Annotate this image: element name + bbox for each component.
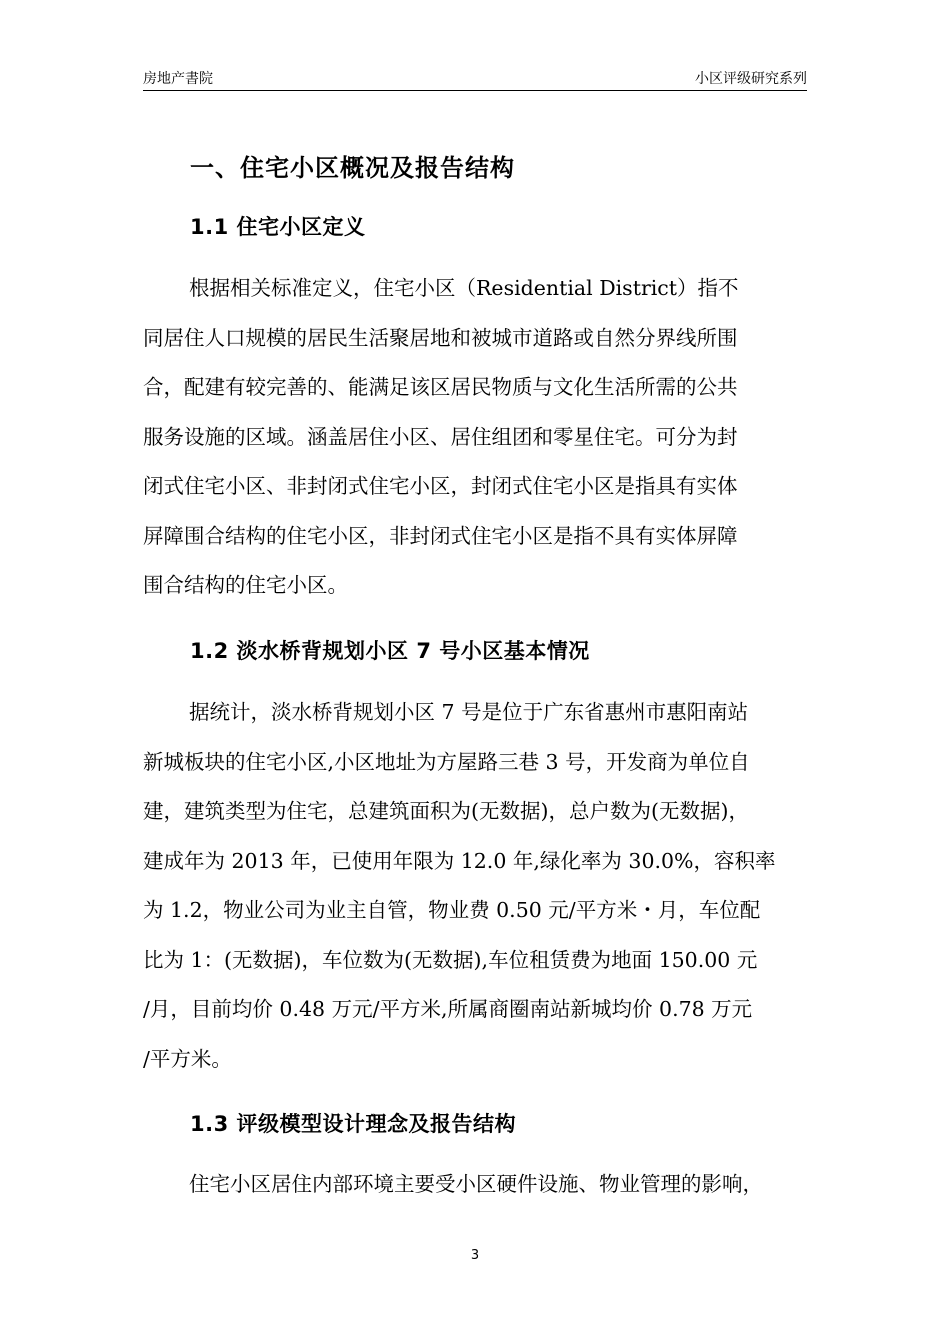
paragraph-line: 闭式住宅小区、非封闭式住宅小区，封闭式住宅小区是指具有实体 [143, 474, 738, 498]
paragraph-1-2 [143, 688, 809, 1084]
paragraph-line: 根据相关标准定义，住宅小区（Residential District）指不 [189, 276, 739, 300]
paragraph-line: 比为 1：(无数据)，车位数为(无数据),车位租赁费为地面 150.00 元 [143, 947, 758, 972]
paragraph-line: 住宅小区居住内部环境主要受小区硬件设施、物业管理的影响， [189, 1172, 763, 1196]
paragraph-line: 同居住人口规模的居民生活聚居地和被城市道路或自然分界线所围 [143, 325, 738, 350]
subsection-title-1-3: 1.3 评级模型设计理念及报告结构 [190, 1112, 517, 1136]
page-number: 3 [470, 1248, 480, 1263]
header-publisher: 房地产書院 [143, 71, 213, 87]
section-title: 一、住宅小区概况及报告结构 [190, 154, 515, 182]
paragraph-line: 屏障围合结构的住宅小区，非封闭式住宅小区是指不具有实体屏障 [143, 523, 738, 548]
paragraph-line: 围合结构的住宅小区。 [143, 573, 348, 597]
subsection-title-1-2: 1.2 淡水桥背规划小区 7 号小区基本情况 [190, 639, 590, 663]
header-series: 小区评级研究系列 [695, 71, 807, 87]
paragraph-line: 服务设施的区域。涵盖居住小区、居住组团和零星住宅。可分为封 [143, 424, 738, 449]
paragraph-line: 新城板块的住宅小区,小区地址为方屋路三巷 3 号，开发商为单位自 [143, 749, 750, 774]
paragraph-1-1 [143, 264, 809, 611]
paragraph-line: 据统计，淡水桥背规划小区 7 号是位于广东省惠州市惠阳南站 [189, 700, 749, 724]
paragraph-line: 建，建筑类型为住宅，总建筑面积为(无数据)，总户数为(无数据)， [143, 799, 749, 823]
paragraph-line: /平方米。 [143, 1046, 232, 1071]
paragraph-line: 为 1.2，物业公司为业主自管，物业费 0.50 元/平方米・月，车位配 [143, 898, 761, 922]
page-header [143, 64, 807, 91]
paragraph-line: 合，配建有较完善的、能满足该区居民物质与文化生活所需的公共 [143, 375, 738, 399]
subsection-title-1-1: 1.1 住宅小区定义 [190, 215, 366, 239]
paragraph-1-3 [143, 1160, 809, 1210]
paragraph-line: 建成年为 2013 年，已使用年限为 12.0 年,绿化率为 30.0%，容积率 [143, 848, 776, 873]
paragraph-line: /月，目前均价 0.48 万元/平方米,所属商圈南站新城均价 0.78 万元 [143, 997, 753, 1021]
